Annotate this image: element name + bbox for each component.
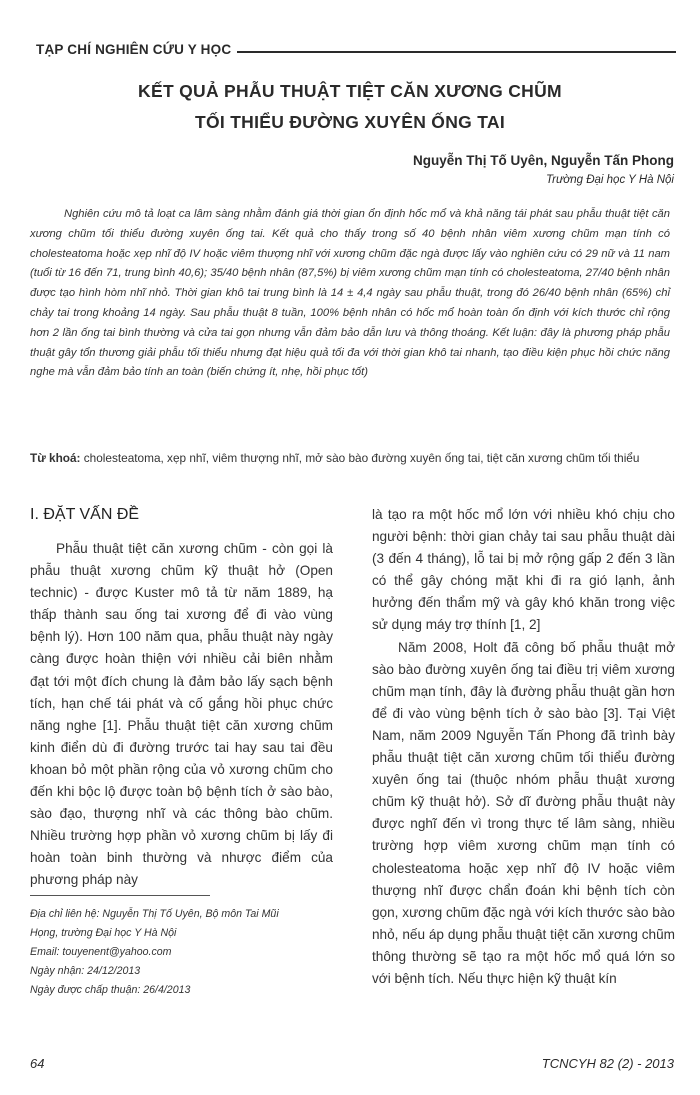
keywords bbox=[30, 448, 670, 468]
footnote-address-line: Họng, trường Đại học Y Hà Nội bbox=[30, 927, 177, 939]
footnote-rule bbox=[30, 895, 210, 896]
body-paragraph: Năm 2008, Holt đã công bố phẫu thuật mở sào bào đường xuyên ống tai điều trị viêm xương chũm mạn tính, đây là đường phẫu thuật gần hơn để đi vào vùng bệnh tích ở sào bào [3]. Tại Việt Nam, năm 2009 Nguyễn Tấn Phong đã trình bày phẫu thuật tiệt căn xương chũm tối thiểu đường xuyên ống tai (thuộc nhóm phẫu thuật xương chũm kỹ thuật hở). Sở dĩ đường phẫu thuật này được nghĩ đến vì trong thực tế lâm sàng, nhiều trường hợp viêm xương chũm mạn tính có cholesteatoma hoặc xẹp nhĩ độ IV hoặc viêm thượng nhĩ được chẩn đoán khi bệnh tích còn gọn, xương chũm đặc ngà với kích thước sào bào nhỏ, nếu áp dụng phẫu thuật tiệt căn xương chũm thông thường sẽ tạo ra một hốc mổ quá lớn so với bệnh tích. Nếu thực hiện kỹ thuật kín bbox=[372, 639, 675, 986]
left-column bbox=[30, 504, 333, 892]
footnotes bbox=[30, 905, 330, 1000]
abstract: Nghiên cứu mô tả loạt ca lâm sàng nhằm đánh giá thời gian ổn định hốc mổ và khả năng tái phát sau phẫu thuật tiệt căn xương chũm tối thiểu đường xuyên ống tai. Kết quả cho thấy trong số 40 bệnh nhân viêm xương chũm mạn tính có cholesteatoma hoặc xẹp nhĩ độ IV hoặc viêm thượng nhĩ với xương chũm đặc ngà được lấy vào nghiên cứu có 29 nữ và 11 nam (tuổi từ 16 đến 71, trung bình 40,6); 35/40 bệnh nhân (87,5%) bị viêm xương chũm mạn tính có cholesteatoma, 27/40 bệnh nhân được tạo hình hòm nhĩ nhỏ. Thời gian khô tai trung bình là 14 ± 4,4 ngày sau phẫu thuật, trong đó 26/40 bệnh nhân (65%) chỉ chảy tai trong khoảng 14 ngày. Sau phẫu thuật 8 tuần, 100% bệnh nhân có hốc mổ hoàn toàn ổn định với kích thước chỉ rộng hơn 2 lần ống tai bình thường và cửa tai gọn nhưng vẫn đảm bảo dẫn lưu và thông thoáng. Kết luận: đây là phương pháp phẫu thuật gây tổn thương giải phẫu tối thiểu nhưng đạt hiệu quả tối đa với thời gian khô tai nhanh, tạo điều kiện phục hồi chức năng nghe mà vẫn đảm bảo tính an toàn (biến chứng ít, nhẹ, hồi phục tốt) bbox=[30, 208, 670, 379]
footnote-email: Email: touyenent@yahoo.com bbox=[30, 946, 172, 958]
authors: Nguyễn Thị Tố Uyên, Nguyễn Tấn Phong bbox=[412, 153, 674, 168]
footnote-address-line: Địa chỉ liên hệ: Nguyễn Thị Tố Uyên, Bộ môn Tai Mũi bbox=[30, 908, 279, 920]
article-title-line-1: KẾT QUẢ PHẪU THUẬT TIỆT CĂN XƯƠNG CHŨM bbox=[138, 81, 562, 101]
journal-name: TẠP CHÍ NGHIÊN CỨU Y HỌC bbox=[36, 42, 237, 57]
journal-header bbox=[36, 42, 676, 62]
section-heading: I. ĐẶT VẤN ĐỀ bbox=[30, 506, 140, 523]
right-column bbox=[372, 504, 675, 990]
keywords-label: Từ khoá: bbox=[30, 451, 81, 465]
keywords-text: cholesteatoma, xẹp nhĩ, viêm thượng nhĩ, mở sào bào đường xuyên ống tai, tiệt căn xương chũm tối thiểu bbox=[83, 451, 640, 465]
page-number: 64 bbox=[30, 1056, 45, 1071]
footnote-received: Ngày nhận: 24/12/2013 bbox=[30, 965, 141, 977]
body-paragraph: là tạo ra một hốc mổ lớn với nhiều khó chịu cho người bệnh: thời gian chảy tai sau phẫu thuật dài (3 đến 4 tháng), lỗ tai bị mở rộng gấp 2 đến 3 lần có thể gây chóng mặt khi đi ra gió lạnh, ảnh hưởng đến thẩm mỹ và gây khó khăn trong việc sử dụng máy trợ thính [1, 2] bbox=[372, 507, 675, 633]
body-paragraph: Phẫu thuật tiệt căn xương chũm - còn gọi là phẫu thuật xương chũm kỹ thuật hở (Open technic) - được Kuster mô tả từ năm 1889, hạ thấp thành sau ống tai xương để đi vào vùng bệnh lý). Hơn 100 năm qua, phẫu thuật này ngày càng được hoàn thiện với nhiều cải biên nhằm đạt tới một đích chung là đảm bảo lấy sạch bệnh tích, hạn chế tái phát và cố gắng hồi phục chức năng nghe [1]. Phẫu thuật tiệt căn xương chũm kinh điển dù đi đường trước tai hay sau tai đều khoan bỏ một phần rộng của vỏ xương chũm cho đến khi bộc lộ được toàn bộ bệnh tích ở sào bào, sào đạo, thượng nhĩ và các thông bào chũm. Nhiều trường hợp phần vỏ xương chũm bị lấy đi hoàn toàn binh thường và nhược điểm của phương pháp này bbox=[30, 541, 333, 888]
footnote-accepted: Ngày được chấp thuận: 26/4/2013 bbox=[30, 984, 191, 996]
journal-issue: TCNCYH 82 (2) - 2013 bbox=[541, 1056, 674, 1071]
article-title-line-2: TỐI THIỂU ĐƯỜNG XUYÊN ỐNG TAI bbox=[194, 112, 506, 132]
affiliation: Trường Đại học Y Hà Nội bbox=[545, 174, 674, 186]
